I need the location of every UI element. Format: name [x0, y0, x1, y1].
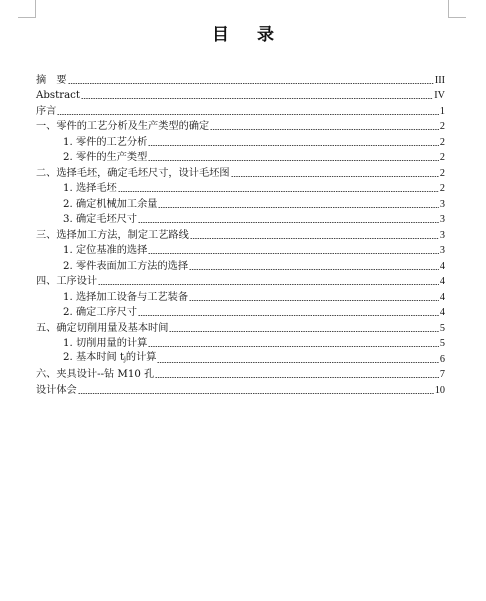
toc-dot-leader	[138, 221, 439, 224]
toc-entry-label: 2. 零件的生产类型	[63, 152, 148, 163]
toc-entry[interactable]	[36, 305, 445, 321]
toc-entry[interactable]	[36, 320, 445, 336]
toc-entry[interactable]	[36, 382, 445, 398]
toc-entry[interactable]	[36, 212, 445, 228]
toc-entry[interactable]	[36, 150, 445, 166]
toc-entry-page: 4	[439, 260, 445, 272]
toc-entry[interactable]	[36, 165, 445, 181]
toc-entry-label: 1. 选择加工设备与工艺装备	[63, 291, 189, 303]
toc-entry-page: 4	[439, 307, 445, 318]
toc-entry-page: 2	[439, 121, 445, 132]
toc-entry-label: 1. 选择毛坯	[63, 183, 117, 194]
toc-dot-leader	[148, 252, 439, 255]
toc-dot-leader	[57, 113, 439, 116]
table-of-contents	[36, 72, 445, 398]
toc-entry[interactable]	[36, 103, 445, 119]
toc-entry-label: 1. 定位基准的选择	[63, 245, 148, 256]
toc-entry-label: 四、工序设计	[36, 276, 98, 287]
toc-entry-page: III	[434, 74, 445, 86]
toc-entry-label: 摘 要	[36, 74, 67, 86]
toc-entry[interactable]	[36, 243, 445, 259]
toc-entry[interactable]	[36, 274, 445, 290]
toc-entry-page: 6	[439, 353, 445, 365]
toc-entry-page: 2	[439, 136, 445, 148]
toc-entry-label: 六、夹具设计--钻 M10 孔	[36, 369, 155, 380]
toc-dot-leader	[189, 268, 439, 271]
toc-entry-label: 设计体会	[36, 384, 77, 396]
toc-dot-leader	[190, 237, 439, 240]
toc-entry-page: 5	[439, 338, 445, 349]
toc-dot-leader	[155, 376, 439, 379]
toc-entry-label: Abstract	[36, 90, 80, 101]
crop-mark-top-left	[18, 0, 36, 18]
toc-dot-leader	[78, 392, 434, 395]
toc-entry-page: 4	[439, 291, 445, 303]
toc-entry-label: 序言	[36, 105, 57, 117]
toc-entry-label: 三、选择加工方法，制定工艺路线	[36, 229, 189, 241]
toc-entry-page: 10	[434, 384, 445, 396]
toc-dot-leader	[98, 283, 439, 286]
toc-entry-label: 2. 基本时间 tj的计算	[63, 351, 157, 363]
toc-entry[interactable]	[36, 367, 445, 383]
toc-entry-page: 3	[439, 245, 445, 256]
toc-entry-label: 3. 确定毛坯尺寸	[63, 214, 138, 225]
toc-dot-leader	[189, 299, 439, 302]
toc-entry-label-subscript: j	[124, 355, 126, 363]
toc-entry-page: IV	[434, 90, 445, 101]
toc-title: 目 录	[212, 25, 285, 45]
toc-dot-leader	[231, 175, 439, 178]
toc-entry-label-suffix: 的计算	[125, 351, 157, 363]
toc-dot-leader	[158, 206, 438, 209]
toc-entry[interactable]	[36, 351, 445, 367]
toc-entry-label: 二、选择毛坯，确定毛坯尺寸，设计毛坯图	[36, 167, 230, 179]
toc-entry-page: 3	[439, 229, 445, 241]
toc-entry[interactable]	[36, 119, 445, 135]
toc-dot-leader	[210, 128, 439, 131]
toc-entry[interactable]	[36, 134, 445, 150]
toc-entry-label: 2. 确定工序尺寸	[63, 307, 138, 318]
toc-entry[interactable]	[36, 196, 445, 212]
toc-dot-leader	[169, 330, 438, 333]
toc-entry-page: 2	[439, 167, 445, 179]
toc-entry[interactable]	[36, 258, 445, 274]
toc-entry-page: 1	[439, 105, 445, 117]
crop-mark-top-right	[448, 0, 466, 18]
toc-dot-leader	[81, 97, 433, 100]
toc-entry-page: 2	[439, 152, 445, 163]
toc-entry-page: 4	[439, 276, 445, 287]
toc-entry[interactable]	[36, 227, 445, 243]
toc-dot-leader	[148, 144, 439, 147]
toc-dot-leader	[68, 82, 434, 85]
toc-entry-page: 7	[439, 369, 445, 380]
toc-entry[interactable]	[36, 88, 445, 104]
toc-entry-page: 3	[439, 214, 445, 225]
toc-entry-label: 1. 零件的工艺分析	[63, 136, 148, 148]
toc-entry-page: 3	[439, 198, 445, 210]
toc-dot-leader	[118, 190, 439, 193]
toc-dot-leader	[138, 314, 439, 317]
toc-dot-leader	[148, 345, 439, 348]
toc-entry-page: 2	[439, 183, 445, 194]
toc-dot-leader	[148, 159, 439, 162]
toc-entry-label: 一、零件的工艺分析及生产类型的确定	[36, 121, 210, 132]
toc-entry-label: 五、确定切削用量及基本时间	[36, 322, 169, 334]
toc-entry[interactable]	[36, 289, 445, 305]
toc-entry-label: 2. 零件表面加工方法的选择	[63, 260, 189, 272]
toc-entry[interactable]	[36, 72, 445, 88]
toc-entry-label: 2. 确定机械加工余量	[63, 198, 158, 210]
toc-dot-leader	[157, 361, 438, 364]
toc-entry[interactable]	[36, 181, 445, 197]
toc-entry-label: 1. 切削用量的计算	[63, 338, 148, 349]
toc-entry-page: 5	[439, 322, 445, 334]
